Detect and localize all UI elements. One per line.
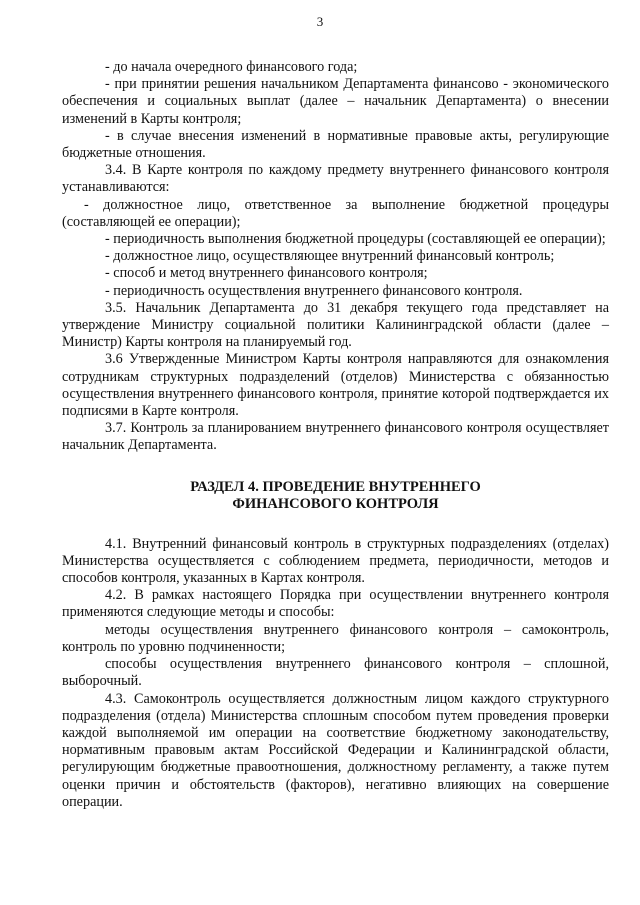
paragraph: 3.6 Утвержденные Министром Карты контроля направляются для ознакомления сотрудникам структурных подразделений (отделов) Министерства с обязанностью осуществления внутреннего финансового контроля, принятие которой подтверждается их подписями в Карте контроля. bbox=[62, 351, 609, 420]
section-heading bbox=[62, 479, 609, 514]
paragraph: - периодичность выполнения бюджетной процедуры (составляющей ее операции); bbox=[105, 231, 606, 248]
paragraph: способы осуществления внутреннего финансового контроля – сплошной, выборочный. bbox=[62, 656, 609, 690]
paragraph: - способ и метод внутреннего финансового контроля; bbox=[105, 265, 428, 282]
section-gap bbox=[62, 514, 609, 536]
paragraph: 4.1. Внутренний финансовый контроль в структурных подразделениях (отделах) Министерства осуществляется с соблюдением предмета, периодичности, методов и способов контроля, указанных в Картах контроля. bbox=[62, 535, 609, 587]
paragraph: 3.5. Начальник Департамента до 31 декабря текущего года представляет на утверждение Министру социальной политики Калининградской области (далее – Министр) Карты контроля на планируемый год. bbox=[62, 299, 609, 351]
paragraph: - в случае внесения изменений в нормативные правовые акты, регулирующие бюджетные отношения. bbox=[62, 127, 609, 162]
document-body bbox=[62, 59, 609, 811]
paragraph: 3.7. Контроль за планированием внутреннего финансового контроля осуществляет начальник Департамента. bbox=[62, 420, 609, 454]
section-heading-line-2: ФИНАНСОВОГО КОНТРОЛЯ bbox=[232, 496, 439, 513]
page-number: 3 bbox=[316, 14, 324, 29]
paragraph: - до начала очередного финансового года; bbox=[105, 59, 358, 75]
paragraph: - при принятии решения начальником Департамента финансово - экономического обеспечения и социальных выплат (далее – начальник Департамента) о внесении изменений в Карты контроля; bbox=[62, 76, 609, 127]
paragraph: 3.4. В Карте контроля по каждому предмету внутреннего финансового контроля устанавливаются: bbox=[62, 162, 609, 196]
section-heading-line-1: РАЗДЕЛ 4. ПРОВЕДЕНИЕ ВНУТРЕННЕГО bbox=[190, 478, 481, 495]
paragraph: - периодичность осуществления внутреннего финансового контроля. bbox=[105, 282, 523, 299]
paragraph: 4.2. В рамках настоящего Порядка при осуществлении внутреннего контроля применяются следующие методы и способы: bbox=[62, 587, 609, 621]
paragraph: - должностное лицо, осуществляющее внутренний финансовый контроль; bbox=[105, 248, 555, 265]
paragraph: 4.3. Самоконтроль осуществляется должностным лицом каждого структурного подразделения (отдела) Министерства сплошным способом путем проведения проверки каждой выполняемой им операции на соответствие бюджетному законодательству, нормативным правовым актам Российской Федерации и Калининградской области, регулирующим бюджетные правоотношения, должностному регламенту, а также путем оценки причин и обстоятельств (факторов), негативно влияющих на совершение операции. bbox=[62, 690, 609, 810]
paragraph: - должностное лицо, ответственное за выполнение бюджетной процедуры (составляющей ее операции); bbox=[62, 196, 609, 230]
paragraph: методы осуществления внутреннего финансового контроля – самоконтроль, контроль по уровню подчиненности; bbox=[62, 621, 609, 655]
